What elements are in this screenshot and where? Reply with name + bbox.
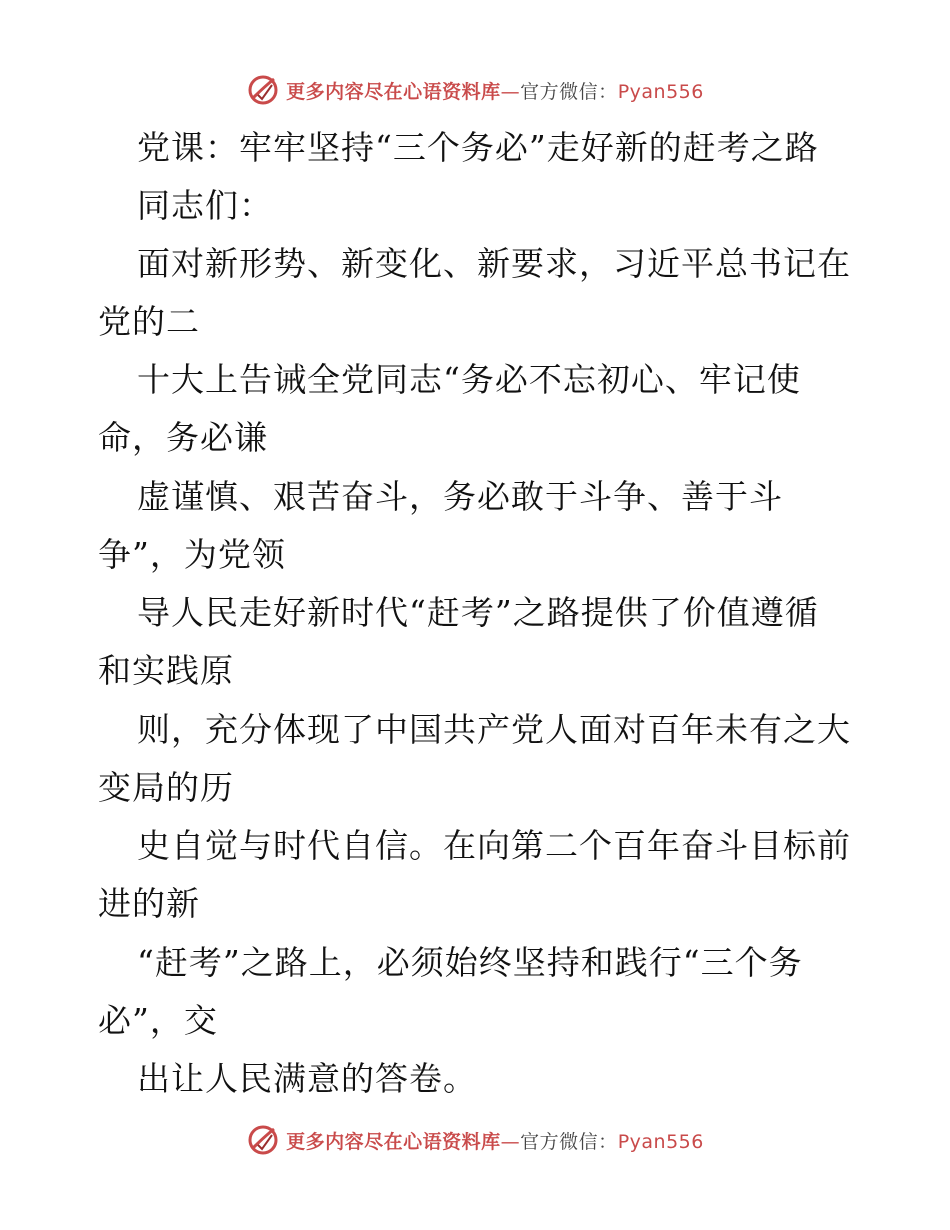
text-line: 和实践原 [98, 651, 234, 690]
banner-text [286, 1127, 704, 1154]
banner-dash: — [500, 1130, 521, 1153]
banner-wechat-label: 官方微信： [520, 1130, 618, 1153]
text-line: 面对新形势、新变化、新要求，习近平总书记在 [137, 244, 851, 283]
banner-wechat-id: Pyan556 [617, 1130, 704, 1153]
text-line: 史自觉与时代自信。在向第二个百年奋斗目标前 [137, 826, 851, 865]
banner-main-text: 更多内容尽在心语资料库 [286, 80, 501, 103]
text-line: 必”，交 [98, 1001, 218, 1040]
banner-dash: — [500, 80, 521, 103]
footer-banner [0, 1120, 950, 1160]
text-line: 十大上告诫全党同志“务必不忘初心、牢记使 [137, 360, 801, 399]
text-line: 则，充分体现了中国共产党人面对百年未有之大 [137, 710, 851, 749]
text-line: 出让人民满意的答卷。 [137, 1059, 477, 1098]
text-line: 进的新 [98, 884, 200, 923]
banner-text [286, 77, 704, 104]
document-title: 党课：牢牢坚持“三个务必”走好新的赶考之路 [137, 128, 819, 167]
banner-main-text: 更多内容尽在心语资料库 [286, 1130, 501, 1153]
salutation: 同志们： [137, 186, 273, 225]
brush-logo-icon [246, 1123, 280, 1157]
brush-logo-icon [246, 73, 280, 107]
text-line: 党的二 [98, 302, 200, 341]
header-banner [0, 70, 950, 110]
text-line: 争”，为党领 [98, 535, 286, 574]
banner-wechat-label: 官方微信： [520, 80, 618, 103]
text-line: 导人民走好新时代“赶考”之路提供了价值遵循 [137, 593, 819, 632]
text-line: 命，务必谦 [98, 418, 268, 457]
text-line: “赶考”之路上，必须始终坚持和践行“三个务 [137, 943, 803, 982]
text-line: 变局的历 [98, 768, 234, 807]
text-line: 虚谨慎、艰苦奋斗，务必敢于斗争、善于斗 [137, 477, 783, 516]
banner-wechat-id: Pyan556 [617, 80, 704, 103]
